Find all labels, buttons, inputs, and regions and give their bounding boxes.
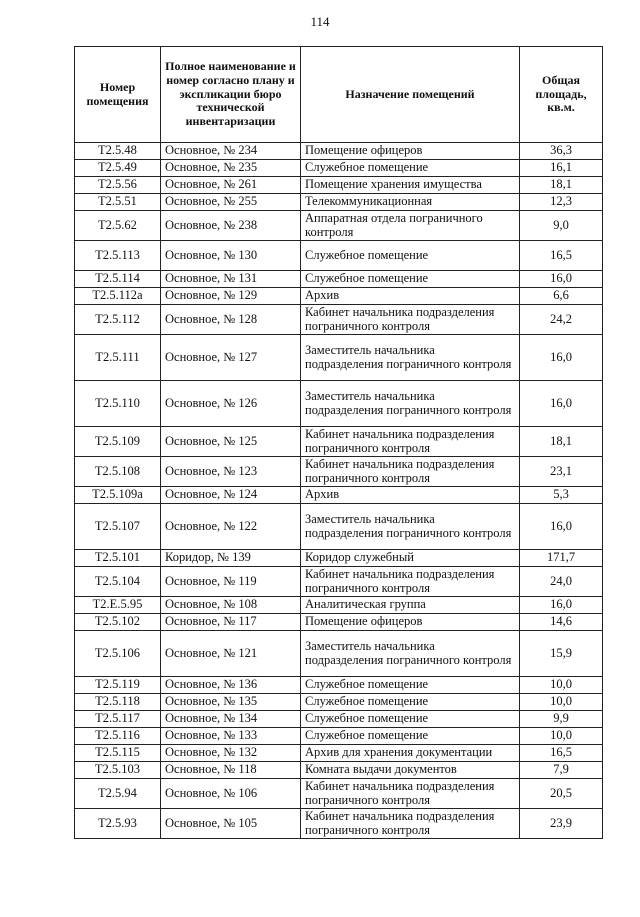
cell-purpose: Кабинет начальника подразделения пограничного контроля <box>301 305 520 335</box>
cell-full-name: Основное, № 119 <box>161 567 301 597</box>
cell-full-name: Основное, № 133 <box>161 728 301 745</box>
cell-room-number: Т2.5.106 <box>75 631 161 677</box>
cell-full-name: Основное, № 132 <box>161 745 301 762</box>
table-row <box>75 160 603 177</box>
cell-full-name: Основное, № 118 <box>161 762 301 779</box>
cell-room-number: Т2.5.118 <box>75 694 161 711</box>
page-number: 114 <box>310 14 330 29</box>
cell-full-name: Основное, № 136 <box>161 677 301 694</box>
cell-purpose: Служебное помещение <box>301 160 520 177</box>
cell-room-number: Т2.5.116 <box>75 728 161 745</box>
cell-area: 36,3 <box>520 143 603 160</box>
table-row <box>75 177 603 194</box>
cell-full-name: Основное, № 106 <box>161 779 301 809</box>
cell-area: 10,0 <box>520 677 603 694</box>
cell-purpose: Заместитель начальника подразделения пограничного контроля <box>301 504 520 550</box>
cell-purpose: Коридор служебный <box>301 550 520 567</box>
cell-area: 10,0 <box>520 694 603 711</box>
table-row <box>75 567 603 597</box>
cell-purpose: Телекоммуникационная <box>301 194 520 211</box>
table-row <box>75 288 603 305</box>
cell-area: 171,7 <box>520 550 603 567</box>
cell-area: 16,5 <box>520 745 603 762</box>
cell-purpose: Заместитель начальника подразделения пограничного контроля <box>301 335 520 381</box>
cell-purpose: Архив для хранения документации <box>301 745 520 762</box>
cell-area: 24,0 <box>520 567 603 597</box>
cell-area: 16,0 <box>520 504 603 550</box>
cell-room-number: Т2.5.119 <box>75 677 161 694</box>
cell-area: 9,0 <box>520 211 603 241</box>
table-row <box>75 597 603 614</box>
cell-area: 16,5 <box>520 241 603 271</box>
cell-area: 6,6 <box>520 288 603 305</box>
cell-full-name: Основное, № 126 <box>161 381 301 427</box>
cell-area: 24,2 <box>520 305 603 335</box>
table-row <box>75 457 603 487</box>
cell-purpose: Заместитель начальника подразделения пограничного контроля <box>301 631 520 677</box>
cell-full-name: Основное, № 131 <box>161 271 301 288</box>
table-row <box>75 194 603 211</box>
cell-full-name: Основное, № 134 <box>161 711 301 728</box>
header-area: Общая площадь, кв.м. <box>520 47 603 143</box>
cell-room-number: Т2.5.62 <box>75 211 161 241</box>
cell-full-name: Основное, № 127 <box>161 335 301 381</box>
cell-room-number: Т2.5.112 <box>75 305 161 335</box>
cell-purpose: Архив <box>301 288 520 305</box>
cell-purpose: Кабинет начальника подразделения пограничного контроля <box>301 457 520 487</box>
cell-room-number: Т2.5.107 <box>75 504 161 550</box>
table-row <box>75 211 603 241</box>
cell-area: 18,1 <box>520 177 603 194</box>
cell-purpose: Кабинет начальника подразделения пограничного контроля <box>301 567 520 597</box>
cell-full-name: Коридор, № 139 <box>161 550 301 567</box>
table-row <box>75 711 603 728</box>
cell-room-number: Т2.5.93 <box>75 809 161 839</box>
table-row <box>75 779 603 809</box>
cell-purpose: Кабинет начальника подразделения пограничного контроля <box>301 809 520 839</box>
cell-full-name: Основное, № 124 <box>161 487 301 504</box>
cell-purpose: Служебное помещение <box>301 694 520 711</box>
cell-area: 23,1 <box>520 457 603 487</box>
table-row <box>75 631 603 677</box>
table-row <box>75 728 603 745</box>
rooms-table <box>74 46 603 839</box>
table-row <box>75 550 603 567</box>
cell-full-name: Основное, № 128 <box>161 305 301 335</box>
cell-purpose: Аналитическая группа <box>301 597 520 614</box>
cell-full-name: Основное, № 235 <box>161 160 301 177</box>
cell-purpose: Кабинет начальника подразделения пограничного контроля <box>301 779 520 809</box>
cell-purpose: Аппаратная отдела пограничного контроля <box>301 211 520 241</box>
cell-purpose: Комната выдачи документов <box>301 762 520 779</box>
cell-full-name: Основное, № 129 <box>161 288 301 305</box>
cell-full-name: Основное, № 122 <box>161 504 301 550</box>
cell-area: 18,1 <box>520 427 603 457</box>
cell-full-name: Основное, № 234 <box>161 143 301 160</box>
table-row <box>75 241 603 271</box>
cell-full-name: Основное, № 130 <box>161 241 301 271</box>
cell-room-number: Т2.5.103 <box>75 762 161 779</box>
cell-full-name: Основное, № 117 <box>161 614 301 631</box>
cell-full-name: Основное, № 261 <box>161 177 301 194</box>
cell-room-number: Т2.5.110 <box>75 381 161 427</box>
cell-purpose: Кабинет начальника подразделения пограничного контроля <box>301 427 520 457</box>
cell-room-number: Т2.5.115 <box>75 745 161 762</box>
cell-full-name: Основное, № 105 <box>161 809 301 839</box>
cell-full-name: Основное, № 108 <box>161 597 301 614</box>
table-row <box>75 381 603 427</box>
cell-area: 7,9 <box>520 762 603 779</box>
cell-full-name: Основное, № 121 <box>161 631 301 677</box>
cell-area: 16,0 <box>520 335 603 381</box>
cell-room-number: Т2.5.109 <box>75 427 161 457</box>
cell-room-number: Т2.5.109а <box>75 487 161 504</box>
cell-area: 10,0 <box>520 728 603 745</box>
cell-purpose: Помещение хранения имущества <box>301 177 520 194</box>
cell-area: 16,1 <box>520 160 603 177</box>
cell-room-number: Т2.5.108 <box>75 457 161 487</box>
cell-area: 15,9 <box>520 631 603 677</box>
cell-area: 9,9 <box>520 711 603 728</box>
cell-purpose: Помещение офицеров <box>301 143 520 160</box>
cell-area: 16,0 <box>520 597 603 614</box>
cell-room-number: Т2.5.56 <box>75 177 161 194</box>
table-row <box>75 504 603 550</box>
cell-full-name: Основное, № 125 <box>161 427 301 457</box>
table-row <box>75 305 603 335</box>
cell-purpose: Служебное помещение <box>301 677 520 694</box>
cell-room-number: Т2.5.113 <box>75 241 161 271</box>
table-row <box>75 809 603 839</box>
cell-room-number: Т2.5.112а <box>75 288 161 305</box>
header-purpose: Назначение помещений <box>301 47 520 143</box>
cell-room-number: Т2.Е.5.95 <box>75 597 161 614</box>
cell-room-number: Т2.5.111 <box>75 335 161 381</box>
cell-full-name: Основное, № 255 <box>161 194 301 211</box>
cell-room-number: Т2.5.114 <box>75 271 161 288</box>
table-row <box>75 614 603 631</box>
cell-purpose: Заместитель начальника подразделения пограничного контроля <box>301 381 520 427</box>
cell-room-number: Т2.5.102 <box>75 614 161 631</box>
cell-purpose: Помещение офицеров <box>301 614 520 631</box>
cell-room-number: Т2.5.117 <box>75 711 161 728</box>
cell-purpose: Служебное помещение <box>301 711 520 728</box>
cell-area: 16,0 <box>520 271 603 288</box>
cell-purpose: Служебное помещение <box>301 728 520 745</box>
cell-room-number: Т2.5.104 <box>75 567 161 597</box>
table-row <box>75 487 603 504</box>
table-row <box>75 335 603 381</box>
cell-area: 12,3 <box>520 194 603 211</box>
cell-room-number: Т2.5.48 <box>75 143 161 160</box>
table-header-row <box>75 47 603 143</box>
cell-area: 23,9 <box>520 809 603 839</box>
cell-purpose: Архив <box>301 487 520 504</box>
cell-room-number: Т2.5.49 <box>75 160 161 177</box>
cell-area: 16,0 <box>520 381 603 427</box>
table-row <box>75 762 603 779</box>
cell-full-name: Основное, № 123 <box>161 457 301 487</box>
table-row <box>75 143 603 160</box>
header-room-number: Номер помещения <box>75 47 161 143</box>
cell-room-number: Т2.5.51 <box>75 194 161 211</box>
cell-full-name: Основное, № 238 <box>161 211 301 241</box>
table-row <box>75 677 603 694</box>
cell-room-number: Т2.5.101 <box>75 550 161 567</box>
cell-room-number: Т2.5.94 <box>75 779 161 809</box>
table-row <box>75 745 603 762</box>
table-row <box>75 271 603 288</box>
cell-area: 5,3 <box>520 487 603 504</box>
cell-purpose: Служебное помещение <box>301 271 520 288</box>
cell-area: 20,5 <box>520 779 603 809</box>
table-row <box>75 694 603 711</box>
cell-full-name: Основное, № 135 <box>161 694 301 711</box>
table-row <box>75 427 603 457</box>
cell-area: 14,6 <box>520 614 603 631</box>
cell-purpose: Служебное помещение <box>301 241 520 271</box>
header-full-name: Полное наименование и номер согласно плану и экспликации бюро технической инвентаризации <box>161 47 301 143</box>
